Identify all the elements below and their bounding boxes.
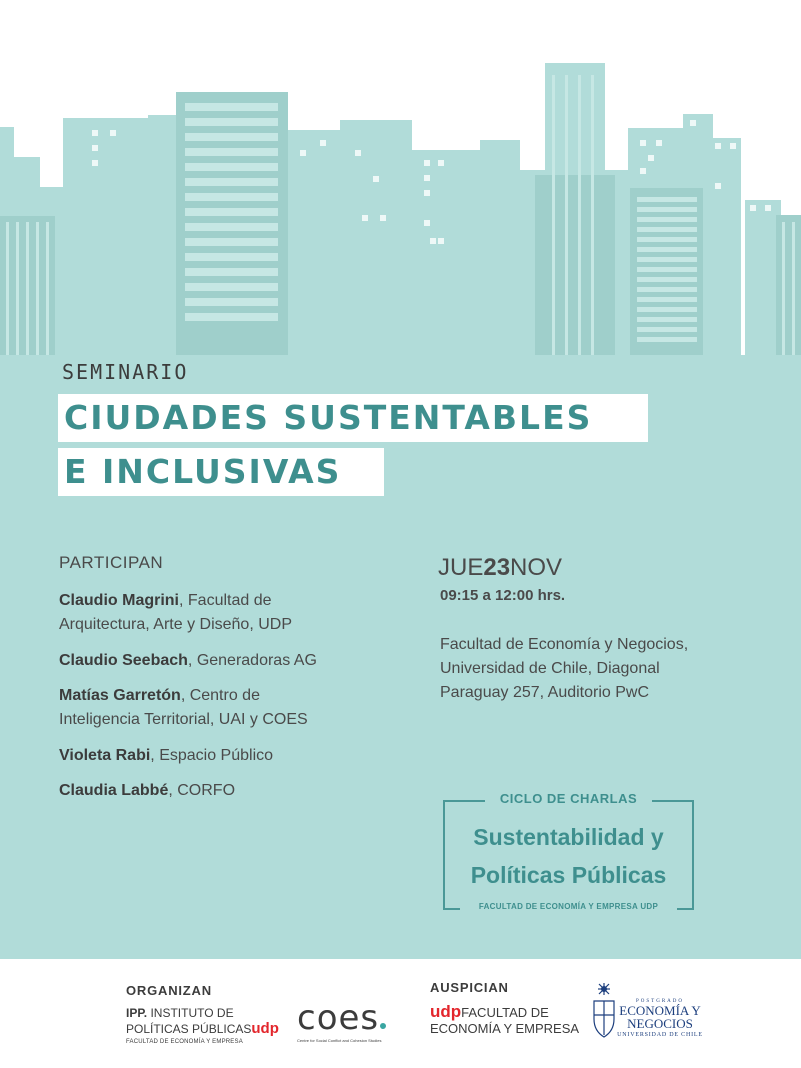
event-kicker: SEMINARIO xyxy=(62,360,189,384)
udp-wordmark: udp xyxy=(430,1002,462,1021)
coes-logo xyxy=(297,1000,386,1043)
coes-subtitle: Centre for Social Conflict and Cohesion Studies xyxy=(297,1038,382,1043)
ipp-line2: POLÍTICAS PÚBLICAS xyxy=(126,1022,252,1036)
participant-item xyxy=(59,649,389,673)
participant-affiliation: , Generadoras AG xyxy=(187,652,317,669)
uchile-line1: ECONOMÍA Y xyxy=(619,1003,701,1018)
uchile-line2: NEGOCIOS xyxy=(627,1016,693,1031)
uchile-postgrado: POSTGRADO xyxy=(635,999,684,1004)
city-skyline-illustration xyxy=(0,0,801,380)
uchile-crest-icon xyxy=(591,981,617,1041)
participant-item xyxy=(59,744,389,768)
sponsors-heading: AUSPICIAN xyxy=(430,980,509,995)
participant-name: Claudia Labbé xyxy=(59,782,169,799)
event-day-number: 23 xyxy=(483,554,511,581)
participant-item xyxy=(59,779,389,803)
participant-name: Matías Garretón xyxy=(59,687,181,704)
event-day-name: JUE xyxy=(438,554,484,581)
uchile-line3: UNIVERSIDAD DE CHILE xyxy=(617,1032,703,1038)
udp-faculty-logo xyxy=(430,1004,579,1037)
venue-line: Paraguay 257, Auditorio PwC xyxy=(440,684,650,701)
cycle-label: CICLO DE CHARLAS xyxy=(499,791,638,806)
udp-wordmark: udp xyxy=(251,1020,279,1037)
cycle-faculty-label: FACULTAD DE ECONOMÍA Y EMPRESA UDP xyxy=(478,902,659,911)
participant-affiliation-cont: Inteligencia Territorial, UAI y COES xyxy=(59,711,308,728)
coes-wordmark: coes xyxy=(297,998,380,1038)
event-title-line1: CIUDADES SUSTENTABLES xyxy=(58,394,648,442)
participants-heading: PARTICIPAN xyxy=(59,553,164,572)
uchile-fen-logo xyxy=(591,981,703,1043)
ipp-udp-logo xyxy=(126,1006,296,1045)
cycle-title-line1: Sustentabilidad y xyxy=(473,824,664,850)
event-date xyxy=(438,554,562,582)
participant-affiliation: , Centro de xyxy=(180,687,260,704)
event-time: 09:15 a 12:00 hrs. xyxy=(440,587,566,604)
organizers-heading: ORGANIZAN xyxy=(126,983,212,998)
participant-affiliation: , Facultad de xyxy=(179,592,272,609)
participant-name: Claudio Seebach xyxy=(59,652,188,669)
ipp-subtitle: FACULTAD DE ECONOMÍA Y EMPRESA xyxy=(126,1039,243,1045)
venue-line: Facultad de Economía y Negocios, xyxy=(440,636,689,653)
ipp-line1: INSTITUTO DE xyxy=(147,1006,234,1020)
cycle-title xyxy=(445,818,692,894)
event-month: NOV xyxy=(510,554,563,581)
participant-affiliation-cont: Arquitectura, Arte y Diseño, UDP xyxy=(59,616,292,633)
participant-name: Claudio Magrini xyxy=(59,592,179,609)
participant-affiliation: , CORFO xyxy=(168,782,236,799)
udp-line1: FACULTAD DE xyxy=(461,1005,549,1020)
udp-line2: ECONOMÍA Y EMPRESA xyxy=(430,1021,580,1036)
participant-name: Violeta Rabi xyxy=(59,747,151,764)
event-title-line2: E INCLUSIVAS xyxy=(58,448,384,496)
event-venue xyxy=(440,633,730,705)
cycle-badge xyxy=(443,791,694,911)
participant-item xyxy=(59,684,389,732)
participant-item xyxy=(59,589,389,637)
cycle-title-line2: Políticas Públicas xyxy=(470,862,667,888)
ipp-abbrev: IPP. xyxy=(126,1006,148,1020)
coes-dot-icon xyxy=(380,1023,386,1029)
venue-line: Universidad de Chile, Diagonal xyxy=(440,660,660,677)
participant-affiliation: , Espacio Público xyxy=(150,747,274,764)
